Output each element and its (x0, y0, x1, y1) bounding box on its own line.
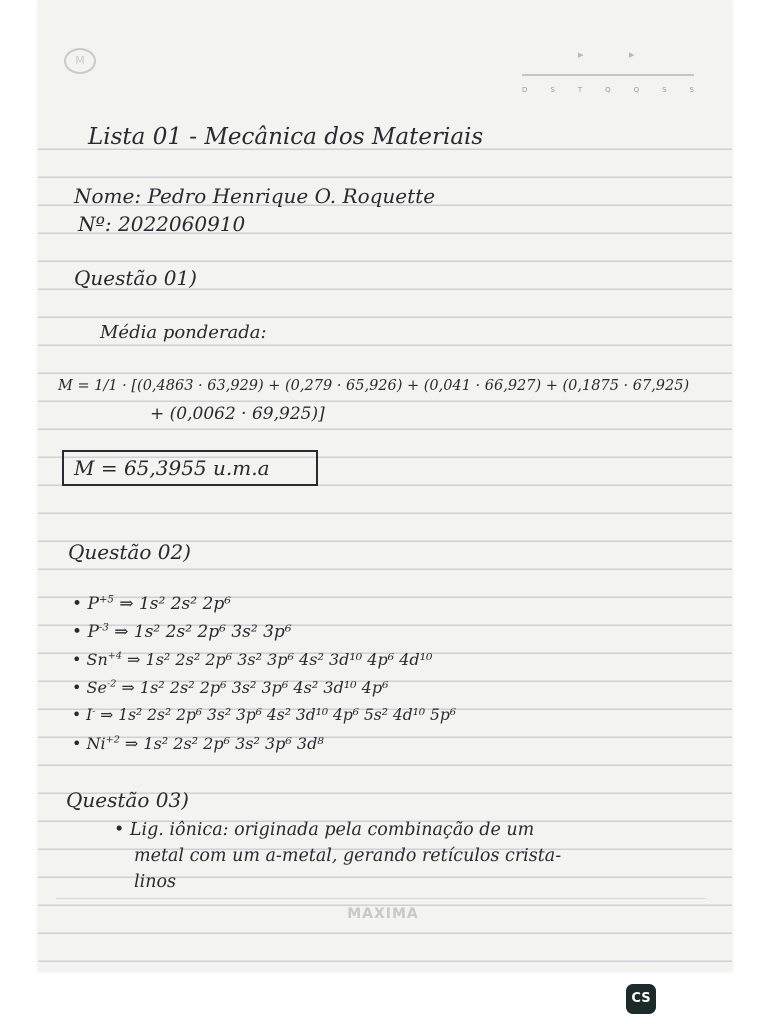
formula-line-2: + (0,0062 · 69,925)] (150, 404, 325, 424)
ion-configuration: 1s² 2s² 2p⁶ 3s² 3p⁶ 4s² 3d¹⁰ 4p⁶ 4d¹⁰ (145, 650, 433, 669)
weekday-letter: S (662, 86, 667, 94)
notebook-brand-logo: MAXIMA (347, 906, 419, 922)
ion-configuration: 1s² 2s² 2p⁶ 3s² 3p⁶ 3d⁸ (143, 734, 324, 753)
electron-config-item (72, 622, 292, 642)
ion-charge: -2 (106, 678, 117, 690)
ion-configuration: 1s² 2s² 2p⁶ 3s² 3p⁶ 4s² 3d¹⁰ 4p⁶ (139, 678, 389, 697)
electron-config-item (72, 706, 456, 724)
electron-config-item (72, 594, 231, 614)
arrow: ⇒ (119, 734, 144, 753)
ion-charge: -3 (98, 622, 109, 634)
bullet: • (72, 678, 87, 697)
question-1-heading: Questão 01) (74, 266, 197, 290)
page-title: Lista 01 - Mecânica dos Materiais (88, 124, 484, 150)
date-arrows (578, 48, 677, 61)
arrow: ⇒ (113, 594, 139, 614)
answer-line: linos (134, 872, 176, 892)
ion-configuration: 1s² 2s² 2p⁶ (138, 594, 232, 614)
arrow: ⇒ (121, 650, 146, 669)
weekday-letter: T (577, 86, 583, 94)
electron-config-item (72, 650, 432, 669)
weekday-letter: Q (633, 86, 640, 94)
bullet: • (72, 594, 88, 614)
bullet: • (72, 706, 87, 724)
formula-line-1: M = 1/1 · [(0,4863 · 63,929) + (0,279 · 65,926) + (0,041 · 66,927) + (0,1875 · 67,925) (58, 378, 690, 394)
notebook-page (38, 0, 732, 972)
weekday-letter: S (689, 86, 694, 94)
ion-configuration: 1s² 2s² 2p⁶ 3s² 3p⁶ (133, 622, 292, 642)
ion-configuration: 1s² 2s² 2p⁶ 3s² 3p⁶ 4s² 3d¹⁰ 4p⁶ 5s² 4d¹⁰ 5p⁶ (118, 706, 457, 724)
arrow: ⇒ (108, 622, 134, 642)
ion-symbol: Se (86, 678, 107, 697)
date-line (522, 74, 694, 76)
question-2-heading: Questão 02) (68, 540, 191, 564)
ion-charge: - (92, 705, 96, 717)
weekday-letter: D (522, 86, 528, 94)
answer-line: metal com um a-metal, gerando retículos crista- (134, 846, 562, 866)
camscanner-badge-icon: CS (626, 984, 656, 1014)
arrow: ⇒ (116, 678, 140, 697)
weekday-letter: Q (605, 86, 611, 94)
electron-config-item (72, 734, 324, 753)
ion-charge: +5 (98, 594, 114, 606)
bullet: • (72, 650, 87, 669)
weekday-letters (522, 86, 694, 94)
question-3-heading: Questão 03) (66, 788, 189, 812)
ion-symbol: P (87, 594, 99, 614)
result-box: M = 65,3955 u.m.a (62, 450, 318, 486)
ion-charge: +4 (107, 650, 122, 662)
weighted-average-label: Média ponderada: (100, 322, 267, 343)
ion-charge: +2 (105, 734, 120, 746)
arrow-icon: ▸ (578, 48, 584, 61)
ion-symbol: P (87, 622, 99, 642)
student-number: Nº: 2022060910 (78, 212, 246, 236)
student-name: Nome: Pedro Henrique O. Roquette (74, 184, 436, 208)
ion-symbol: Sn (86, 650, 108, 669)
arrow: ⇒ (95, 706, 119, 724)
bullet: • (72, 734, 87, 753)
bullet: • (72, 622, 88, 642)
answer-line: • Lig. iônica: originada pela combinação de um (114, 820, 535, 840)
notebook-logo-icon: M (64, 48, 96, 74)
ion-symbol: Ni (86, 734, 106, 753)
weekday-letter: S (550, 86, 555, 94)
electron-config-item (72, 678, 388, 697)
arrow-icon: ▸ (629, 48, 635, 61)
ion-symbol: I (86, 706, 93, 724)
